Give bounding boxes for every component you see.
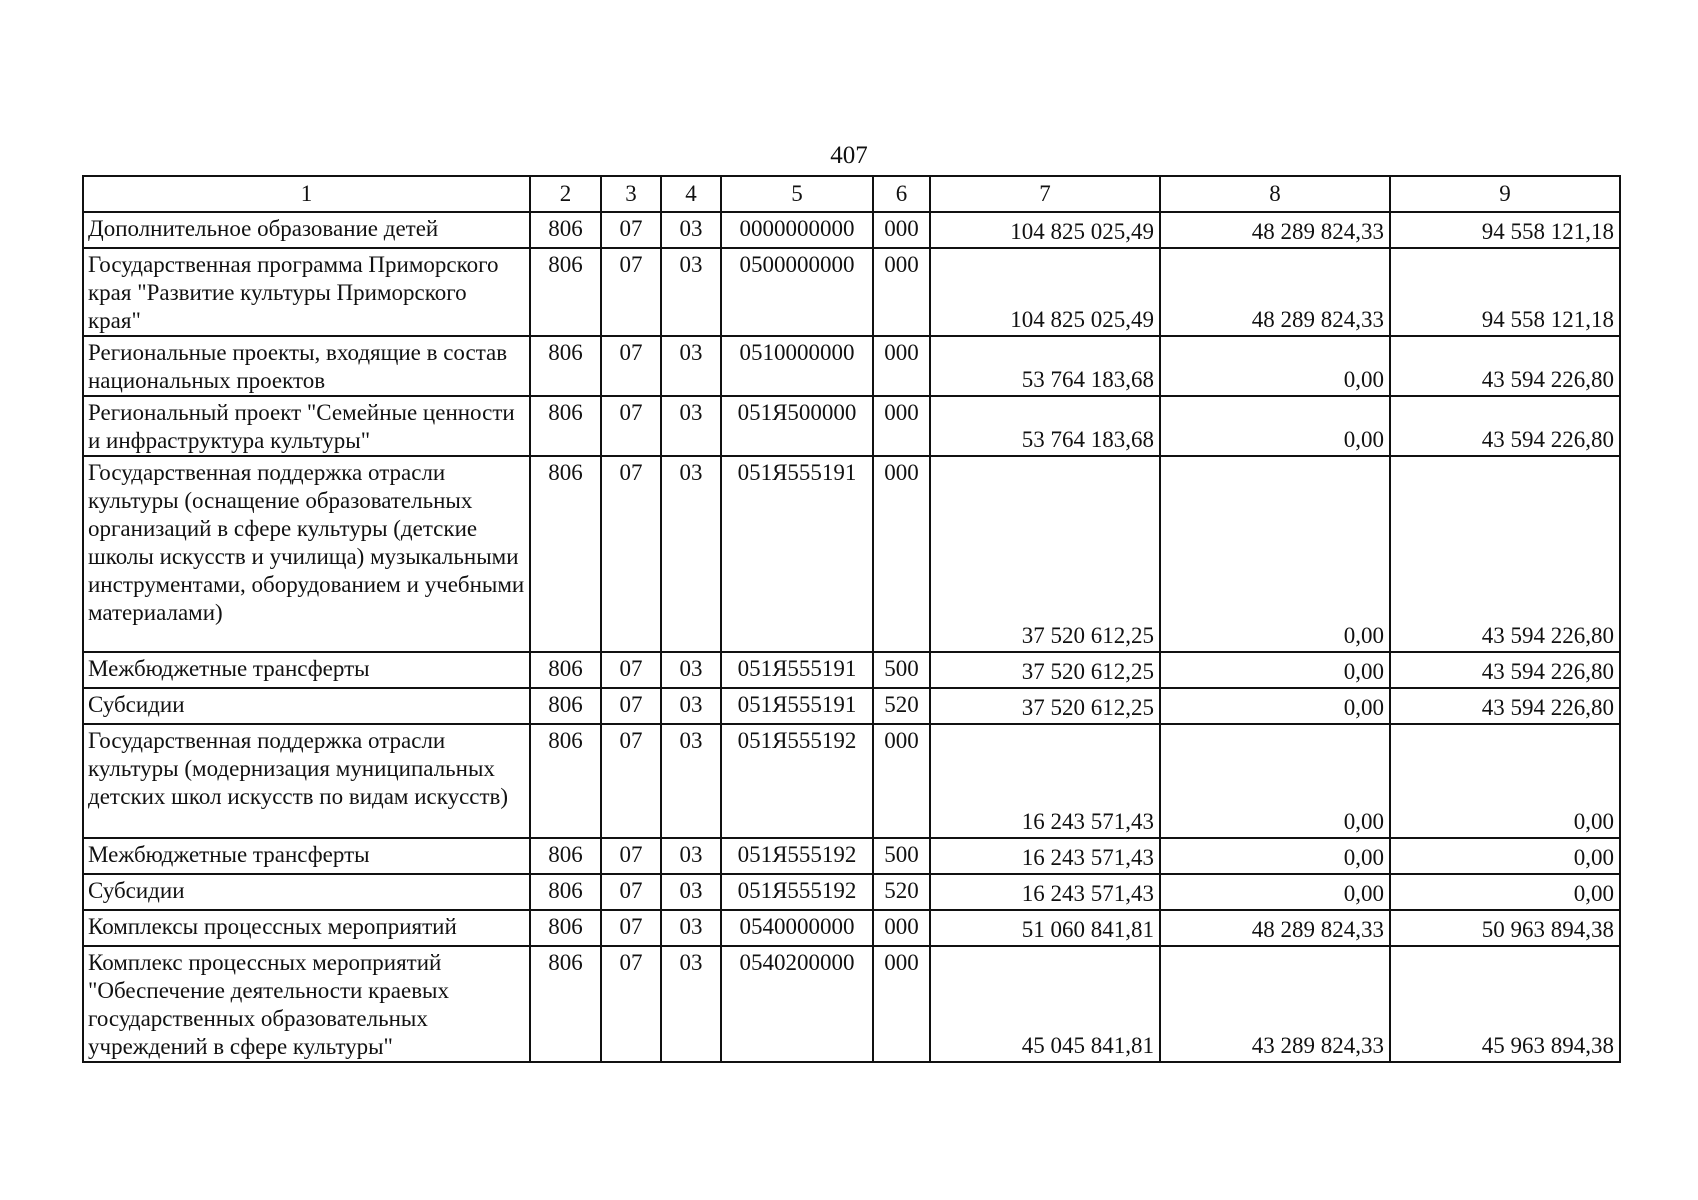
header-row <box>83 176 1620 212</box>
row-amount-9: 43 594 226,80 <box>1390 336 1620 396</box>
row-amount-7: 16 243 571,43 <box>930 874 1160 910</box>
page-number: 407 <box>830 142 868 169</box>
row-code-5: 051Я555192 <box>721 724 873 838</box>
row-amount-7: 37 520 612,25 <box>930 652 1160 688</box>
row-name: Комплексы процессных мероприятий <box>83 910 530 946</box>
row-code-3: 07 <box>601 396 661 456</box>
row-amount-7: 53 764 183,68 <box>930 396 1160 456</box>
row-code-4: 03 <box>661 910 721 946</box>
column-header-9: 9 <box>1390 176 1620 212</box>
row-name: Государственная поддержка отрасли культуры (модернизация муниципальных детских школ искусств по видам искусств) <box>83 724 530 838</box>
row-code-3: 07 <box>601 946 661 1062</box>
row-name: Государственная программа Приморского края "Развитие культуры Приморского края" <box>83 248 530 336</box>
row-code-4: 03 <box>661 652 721 688</box>
row-amount-7: 51 060 841,81 <box>930 910 1160 946</box>
row-amount-7: 104 825 025,49 <box>930 248 1160 336</box>
table-row <box>83 688 1620 724</box>
row-code-6: 000 <box>873 910 930 946</box>
row-name: Дополнительное образование детей <box>83 212 530 248</box>
column-header-8: 8 <box>1160 176 1390 212</box>
row-code-4: 03 <box>661 248 721 336</box>
row-amount-9: 50 963 894,38 <box>1390 910 1620 946</box>
row-amount-9: 0,00 <box>1390 838 1620 874</box>
table-row <box>83 336 1620 396</box>
row-amount-9: 0,00 <box>1390 724 1620 838</box>
row-code-4: 03 <box>661 838 721 874</box>
row-code-2: 806 <box>530 910 601 946</box>
row-amount-8: 0,00 <box>1160 652 1390 688</box>
row-code-4: 03 <box>661 688 721 724</box>
row-code-3: 07 <box>601 724 661 838</box>
column-header-1: 1 <box>83 176 530 212</box>
row-code-4: 03 <box>661 874 721 910</box>
table-row <box>83 652 1620 688</box>
row-code-6: 520 <box>873 874 930 910</box>
row-name: Субсидии <box>83 874 530 910</box>
row-amount-8: 43 289 824,33 <box>1160 946 1390 1062</box>
row-amount-7: 16 243 571,43 <box>930 838 1160 874</box>
row-name: Межбюджетные трансферты <box>83 652 530 688</box>
row-code-4: 03 <box>661 396 721 456</box>
row-name: Региональный проект "Семейные ценности и инфраструктура культуры" <box>83 396 530 456</box>
row-code-6: 500 <box>873 838 930 874</box>
row-code-5: 0540200000 <box>721 946 873 1062</box>
row-amount-7: 45 045 841,81 <box>930 946 1160 1062</box>
row-code-5: 051Я555192 <box>721 838 873 874</box>
table-row <box>83 248 1620 336</box>
row-amount-7: 37 520 612,25 <box>930 456 1160 652</box>
row-code-3: 07 <box>601 874 661 910</box>
row-code-6: 000 <box>873 212 930 248</box>
row-name: Региональные проекты, входящие в состав национальных проектов <box>83 336 530 396</box>
row-amount-9: 43 594 226,80 <box>1390 652 1620 688</box>
row-code-2: 806 <box>530 456 601 652</box>
row-code-6: 500 <box>873 652 930 688</box>
table-row <box>83 838 1620 874</box>
row-amount-8: 0,00 <box>1160 874 1390 910</box>
row-code-2: 806 <box>530 688 601 724</box>
row-amount-9: 43 594 226,80 <box>1390 688 1620 724</box>
row-code-5: 051Я555191 <box>721 652 873 688</box>
column-header-7: 7 <box>930 176 1160 212</box>
row-code-5: 0510000000 <box>721 336 873 396</box>
row-code-5: 0000000000 <box>721 212 873 248</box>
row-code-5: 0540000000 <box>721 910 873 946</box>
row-amount-9: 0,00 <box>1390 874 1620 910</box>
row-code-2: 806 <box>530 396 601 456</box>
table-row <box>83 212 1620 248</box>
row-amount-8: 0,00 <box>1160 396 1390 456</box>
row-code-6: 000 <box>873 396 930 456</box>
row-code-6: 000 <box>873 724 930 838</box>
row-amount-9: 94 558 121,18 <box>1390 212 1620 248</box>
table-row <box>83 874 1620 910</box>
row-code-2: 806 <box>530 724 601 838</box>
row-amount-8: 48 289 824,33 <box>1160 910 1390 946</box>
row-amount-8: 0,00 <box>1160 336 1390 396</box>
column-header-5: 5 <box>721 176 873 212</box>
row-code-5: 051Я500000 <box>721 396 873 456</box>
row-name: Межбюджетные трансферты <box>83 838 530 874</box>
row-code-2: 806 <box>530 336 601 396</box>
row-name: Комплекс процессных мероприятий "Обеспечение деятельности краевых государственных образовательных учреждений в сфере культуры" <box>83 946 530 1062</box>
row-code-6: 000 <box>873 336 930 396</box>
row-code-6: 000 <box>873 456 930 652</box>
row-code-3: 07 <box>601 456 661 652</box>
row-code-4: 03 <box>661 946 721 1062</box>
row-code-3: 07 <box>601 652 661 688</box>
table-row <box>83 910 1620 946</box>
row-amount-7: 53 764 183,68 <box>930 336 1160 396</box>
row-code-5: 051Я555192 <box>721 874 873 910</box>
row-code-3: 07 <box>601 910 661 946</box>
row-code-4: 03 <box>661 456 721 652</box>
column-header-2: 2 <box>530 176 601 212</box>
table-row <box>83 396 1620 456</box>
row-amount-8: 48 289 824,33 <box>1160 212 1390 248</box>
row-code-6: 000 <box>873 248 930 336</box>
row-amount-7: 104 825 025,49 <box>930 212 1160 248</box>
row-amount-7: 16 243 571,43 <box>930 724 1160 838</box>
row-name: Субсидии <box>83 688 530 724</box>
row-amount-8: 0,00 <box>1160 688 1390 724</box>
row-code-2: 806 <box>530 248 601 336</box>
row-code-2: 806 <box>530 874 601 910</box>
row-amount-7: 37 520 612,25 <box>930 688 1160 724</box>
column-header-4: 4 <box>661 176 721 212</box>
row-code-4: 03 <box>661 212 721 248</box>
row-code-5: 051Я555191 <box>721 688 873 724</box>
row-amount-8: 0,00 <box>1160 838 1390 874</box>
row-code-3: 07 <box>601 212 661 248</box>
row-code-2: 806 <box>530 212 601 248</box>
row-amount-8: 48 289 824,33 <box>1160 248 1390 336</box>
row-code-2: 806 <box>530 652 601 688</box>
row-amount-9: 43 594 226,80 <box>1390 396 1620 456</box>
row-code-4: 03 <box>661 336 721 396</box>
row-code-3: 07 <box>601 838 661 874</box>
budget-table <box>82 175 1621 1063</box>
column-header-3: 3 <box>601 176 661 212</box>
table-row <box>83 946 1620 1062</box>
column-header-6: 6 <box>873 176 930 212</box>
row-code-2: 806 <box>530 946 601 1062</box>
row-code-3: 07 <box>601 688 661 724</box>
row-code-3: 07 <box>601 336 661 396</box>
row-code-6: 000 <box>873 946 930 1062</box>
row-code-4: 03 <box>661 724 721 838</box>
row-name: Государственная поддержка отрасли культуры (оснащение образовательных организаций в сфере культуры (детские школы искусств и училища) музыкальными инструментами, оборудованием и учебными материалами) <box>83 456 530 652</box>
table-row <box>83 456 1620 652</box>
row-code-5: 051Я555191 <box>721 456 873 652</box>
row-amount-9: 43 594 226,80 <box>1390 456 1620 652</box>
row-amount-9: 94 558 121,18 <box>1390 248 1620 336</box>
row-code-5: 0500000000 <box>721 248 873 336</box>
row-code-3: 07 <box>601 248 661 336</box>
row-code-6: 520 <box>873 688 930 724</box>
row-amount-8: 0,00 <box>1160 724 1390 838</box>
row-amount-8: 0,00 <box>1160 456 1390 652</box>
row-code-2: 806 <box>530 838 601 874</box>
table-row <box>83 724 1620 838</box>
row-amount-9: 45 963 894,38 <box>1390 946 1620 1062</box>
